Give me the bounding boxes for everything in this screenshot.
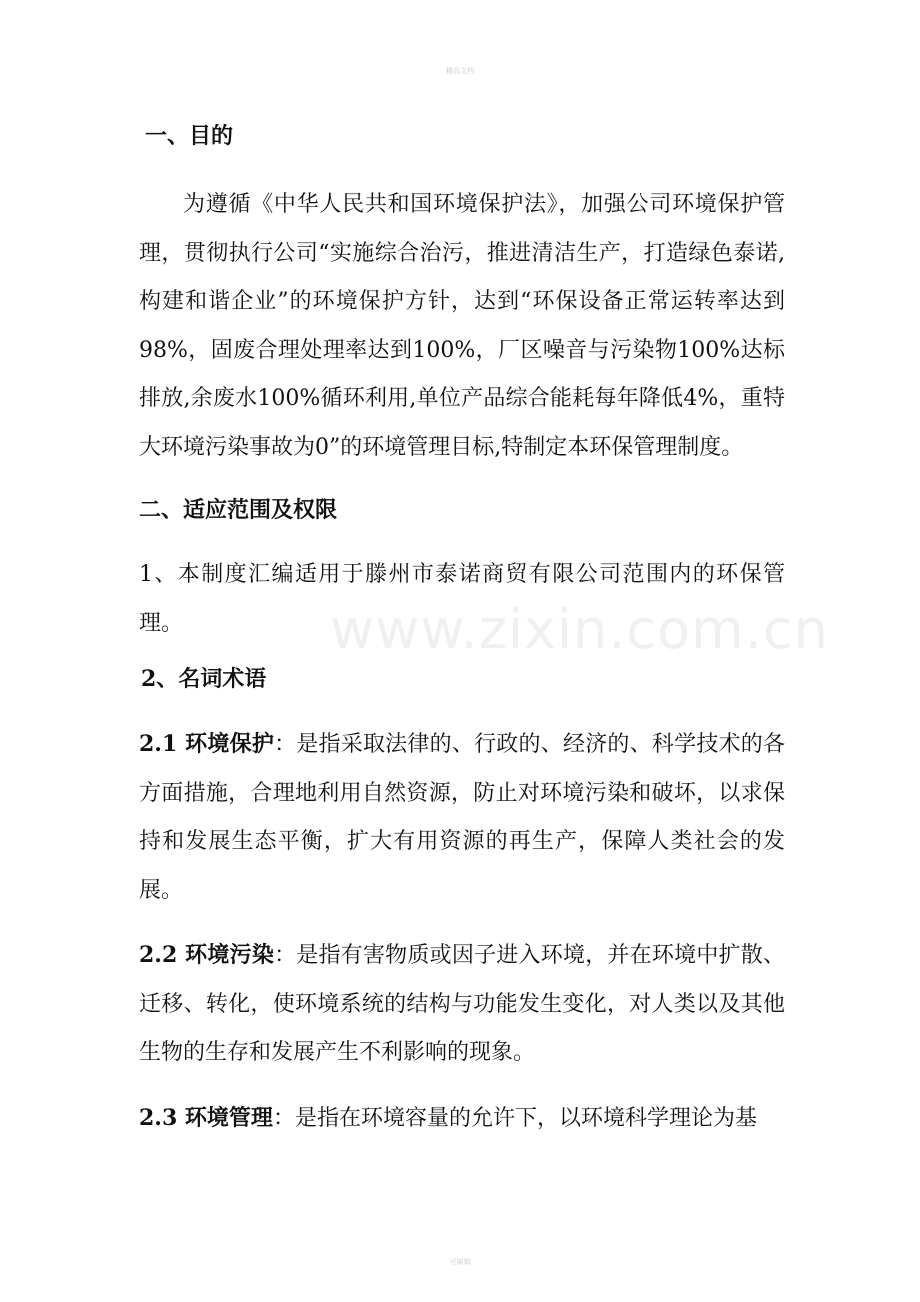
term-label: 2.3 环境管理 [139, 1104, 273, 1131]
term-definition: ：是指采取法律的、行政的、经济的、科学技术的各方面措施，合理地利用自然资源，防止对环境污染和破坏，以求保持和发展生态平衡，扩大有用资源的再生产，保障人类社会的发展。 [139, 732, 785, 903]
document-body [139, 113, 785, 1143]
term-environment-protection [139, 720, 785, 915]
paragraph-scope: 1、本制度汇编适用于滕州市泰诺商贸有限公司范围内的环保管理。 [139, 562, 785, 636]
watermark: www.zixin.com.cn [330, 598, 829, 661]
page-footer-note: 可编辑 [449, 1258, 471, 1266]
term-label: 2.2 环境污染 [139, 942, 275, 968]
term-label: 2.1 环境保护 [139, 731, 275, 757]
term-definition: ：是指在环境容量的允许下，以环境科学理论为基 [272, 1105, 757, 1131]
term-definition: ：是指有害物质或因子进入环境，并在环境中扩散、迁移、转化，使环境系统的结构与功能发生变化，对人类以及其他生物的生存和发展产生不利影响的现象。 [139, 943, 785, 1065]
term-environment-pollution [139, 931, 785, 1078]
section-heading-scope: 二、适应范围及权限 [139, 497, 338, 523]
section-heading-purpose: 一、目的 [145, 123, 234, 149]
term-environment-management [139, 1094, 785, 1144]
section-heading-terms: 2、名词术语 [141, 666, 267, 692]
paragraph-purpose: 为遵循《中华人民共和国环境保护法》，加强公司环境保护管理，贯彻执行公司“实施综合治污，推进清洁生产，打造绿色泰诺,构建和谐企业”的环境保护方针，达到“环保设备正常运转率达到98%，固废合理处理率达到100%，厂区噪音与污染物100%达标排放,余废水100%循环利用,单位产品综合能耗每年降低4%，重特大环境污染事故为0”的环境管理目标,特制定本环保管理制度。 [139, 192, 785, 460]
page-header-note: 精品文档 [446, 67, 474, 75]
